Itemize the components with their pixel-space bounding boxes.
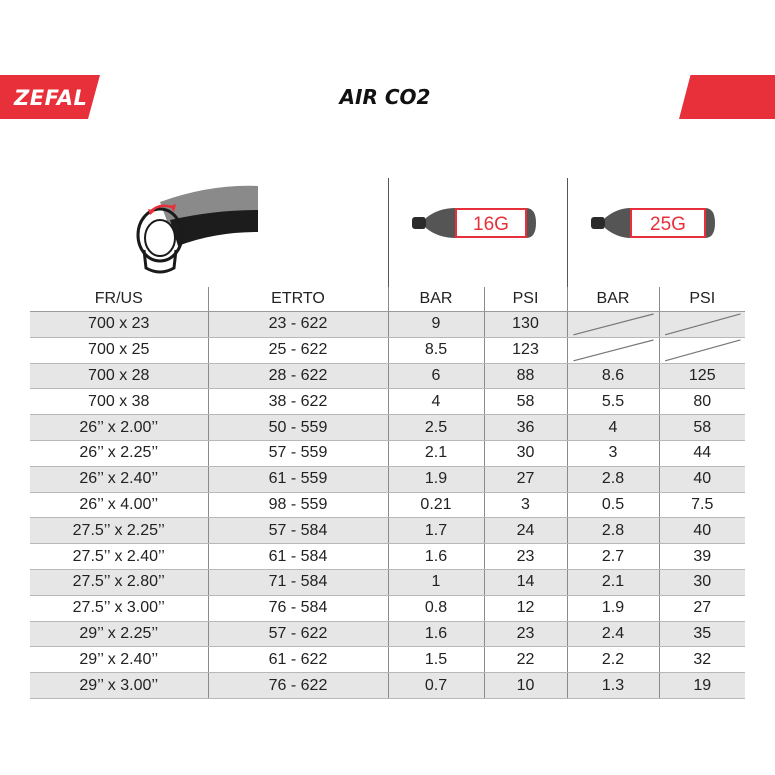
table-cell: 23: [484, 544, 567, 570]
table-cell: 700 x 38: [30, 389, 208, 415]
table-cell: 700 x 25: [30, 337, 208, 363]
table-cell: 2.4: [567, 621, 659, 647]
strikethrough-icon: [568, 312, 659, 337]
column-header: BAR: [567, 287, 659, 312]
table-cell: 24: [484, 518, 567, 544]
table-cell: 2.7: [567, 544, 659, 570]
not-applicable-cell: [659, 312, 745, 338]
table-cell: 98 - 559: [208, 492, 388, 518]
table-cell: 1: [388, 569, 484, 595]
table-cell: 2.5: [388, 415, 484, 441]
table-cell: 61 - 559: [208, 466, 388, 492]
table-cell: 8.5: [388, 337, 484, 363]
not-applicable-cell: [659, 337, 745, 363]
table-cell: 32: [659, 647, 745, 673]
table-cell: 7.5: [659, 492, 745, 518]
table-cell: 1.7: [388, 518, 484, 544]
accent-banner-right: [679, 75, 775, 119]
table-row: [30, 673, 745, 699]
column-divider: [388, 178, 389, 290]
table-row: [30, 492, 745, 518]
table-row: [30, 647, 745, 673]
table-cell: 8.6: [567, 363, 659, 389]
table-cell: 2.2: [567, 647, 659, 673]
table-cell: 29’’ x 3.00’’: [30, 673, 208, 699]
table-cell: 35: [659, 621, 745, 647]
table-cell: 0.21: [388, 492, 484, 518]
table-cell: 1.6: [388, 621, 484, 647]
table-row: [30, 569, 745, 595]
table-cell: 130: [484, 312, 567, 338]
column-divider: [567, 178, 568, 290]
table-cell: 26’’ x 2.25’’: [30, 440, 208, 466]
table-cell: 58: [484, 389, 567, 415]
table-row: [30, 621, 745, 647]
table-cell: 2.8: [567, 518, 659, 544]
not-applicable-cell: [567, 337, 659, 363]
table-cell: 123: [484, 337, 567, 363]
table-cell: 25 - 622: [208, 337, 388, 363]
table-cell: 26’’ x 2.40’’: [30, 466, 208, 492]
table-row: [30, 389, 745, 415]
table-cell: 38 - 622: [208, 389, 388, 415]
table-cell: 22: [484, 647, 567, 673]
table-cell: 27.5’’ x 2.40’’: [30, 544, 208, 570]
table-cell: 23: [484, 621, 567, 647]
not-applicable-cell: [567, 312, 659, 338]
table-cell: 2.8: [567, 466, 659, 492]
column-header: PSI: [659, 287, 745, 312]
cartridge-label: 16G: [473, 214, 509, 235]
table-cell: 19: [659, 673, 745, 699]
table-cell: 9: [388, 312, 484, 338]
table-cell: 57 - 559: [208, 440, 388, 466]
strikethrough-icon: [660, 338, 746, 363]
table-row: [30, 415, 745, 441]
table-cell: 4: [567, 415, 659, 441]
table-cell: 27.5’’ x 3.00’’: [30, 595, 208, 621]
table-row: [30, 595, 745, 621]
page-title: AIR CO2: [339, 85, 431, 109]
table-row: [30, 440, 745, 466]
table-cell: 44: [659, 440, 745, 466]
strikethrough-icon: [660, 312, 746, 337]
table-cell: 3: [484, 492, 567, 518]
table-cell: 1.5: [388, 647, 484, 673]
brand-logo: ZEFAL: [14, 86, 88, 110]
table-cell: 23 - 622: [208, 312, 388, 338]
table-cell: 30: [484, 440, 567, 466]
table-cell: 4: [388, 389, 484, 415]
table-cell: 3: [567, 440, 659, 466]
bicycle-tire-icon: [130, 180, 260, 280]
column-header: BAR: [388, 287, 484, 312]
table-cell: 27: [484, 466, 567, 492]
table-cell: 27.5’’ x 2.80’’: [30, 569, 208, 595]
column-header: PSI: [484, 287, 567, 312]
table-cell: 61 - 584: [208, 544, 388, 570]
table-cell: 2.1: [388, 440, 484, 466]
table-row: [30, 466, 745, 492]
table-cell: 76 - 622: [208, 673, 388, 699]
table-cell: 700 x 28: [30, 363, 208, 389]
column-header: FR/US: [30, 287, 208, 312]
table-cell: 1.3: [567, 673, 659, 699]
table-row: [30, 363, 745, 389]
table-cell: 57 - 622: [208, 621, 388, 647]
table-cell: 12: [484, 595, 567, 621]
table-cell: 39: [659, 544, 745, 570]
table-cell: 29’’ x 2.25’’: [30, 621, 208, 647]
pressure-table: [30, 287, 745, 699]
table-cell: 29’’ x 2.40’’: [30, 647, 208, 673]
table-cell: 0.5: [567, 492, 659, 518]
table-cell: 71 - 584: [208, 569, 388, 595]
table-cell: 27: [659, 595, 745, 621]
table-cell: 125: [659, 363, 745, 389]
table-cell: 5.5: [567, 389, 659, 415]
table-cell: 14: [484, 569, 567, 595]
table-cell: 76 - 584: [208, 595, 388, 621]
co2-cartridge-icon: [591, 206, 717, 240]
table-cell: 28 - 622: [208, 363, 388, 389]
table-cell: 2.1: [567, 569, 659, 595]
table-row: [30, 544, 745, 570]
table-cell: 6: [388, 363, 484, 389]
table-cell: 80: [659, 389, 745, 415]
table-cell: 0.7: [388, 673, 484, 699]
table-cell: 40: [659, 466, 745, 492]
table-cell: 26’’ x 4.00’’: [30, 492, 208, 518]
table-cell: 58: [659, 415, 745, 441]
table-row: [30, 337, 745, 363]
table-cell: 27.5’’ x 2.25’’: [30, 518, 208, 544]
table-row: [30, 312, 745, 338]
table-cell: 50 - 559: [208, 415, 388, 441]
column-header: ETRTO: [208, 287, 388, 312]
co2-cartridge-icon: [412, 206, 538, 240]
table-cell: 36: [484, 415, 567, 441]
table-cell: 30: [659, 569, 745, 595]
table-cell: 26’’ x 2.00’’: [30, 415, 208, 441]
table-cell: 700 x 23: [30, 312, 208, 338]
table-cell: 88: [484, 363, 567, 389]
table-cell: 0.8: [388, 595, 484, 621]
strikethrough-icon: [568, 338, 659, 363]
table-cell: 1.9: [567, 595, 659, 621]
table-row: [30, 518, 745, 544]
table-header-row: [30, 287, 745, 312]
table-cell: 1.6: [388, 544, 484, 570]
table-cell: 57 - 584: [208, 518, 388, 544]
table-cell: 40: [659, 518, 745, 544]
table-cell: 10: [484, 673, 567, 699]
cartridge-label: 25G: [650, 214, 686, 235]
table-cell: 1.9: [388, 466, 484, 492]
table-cell: 61 - 622: [208, 647, 388, 673]
